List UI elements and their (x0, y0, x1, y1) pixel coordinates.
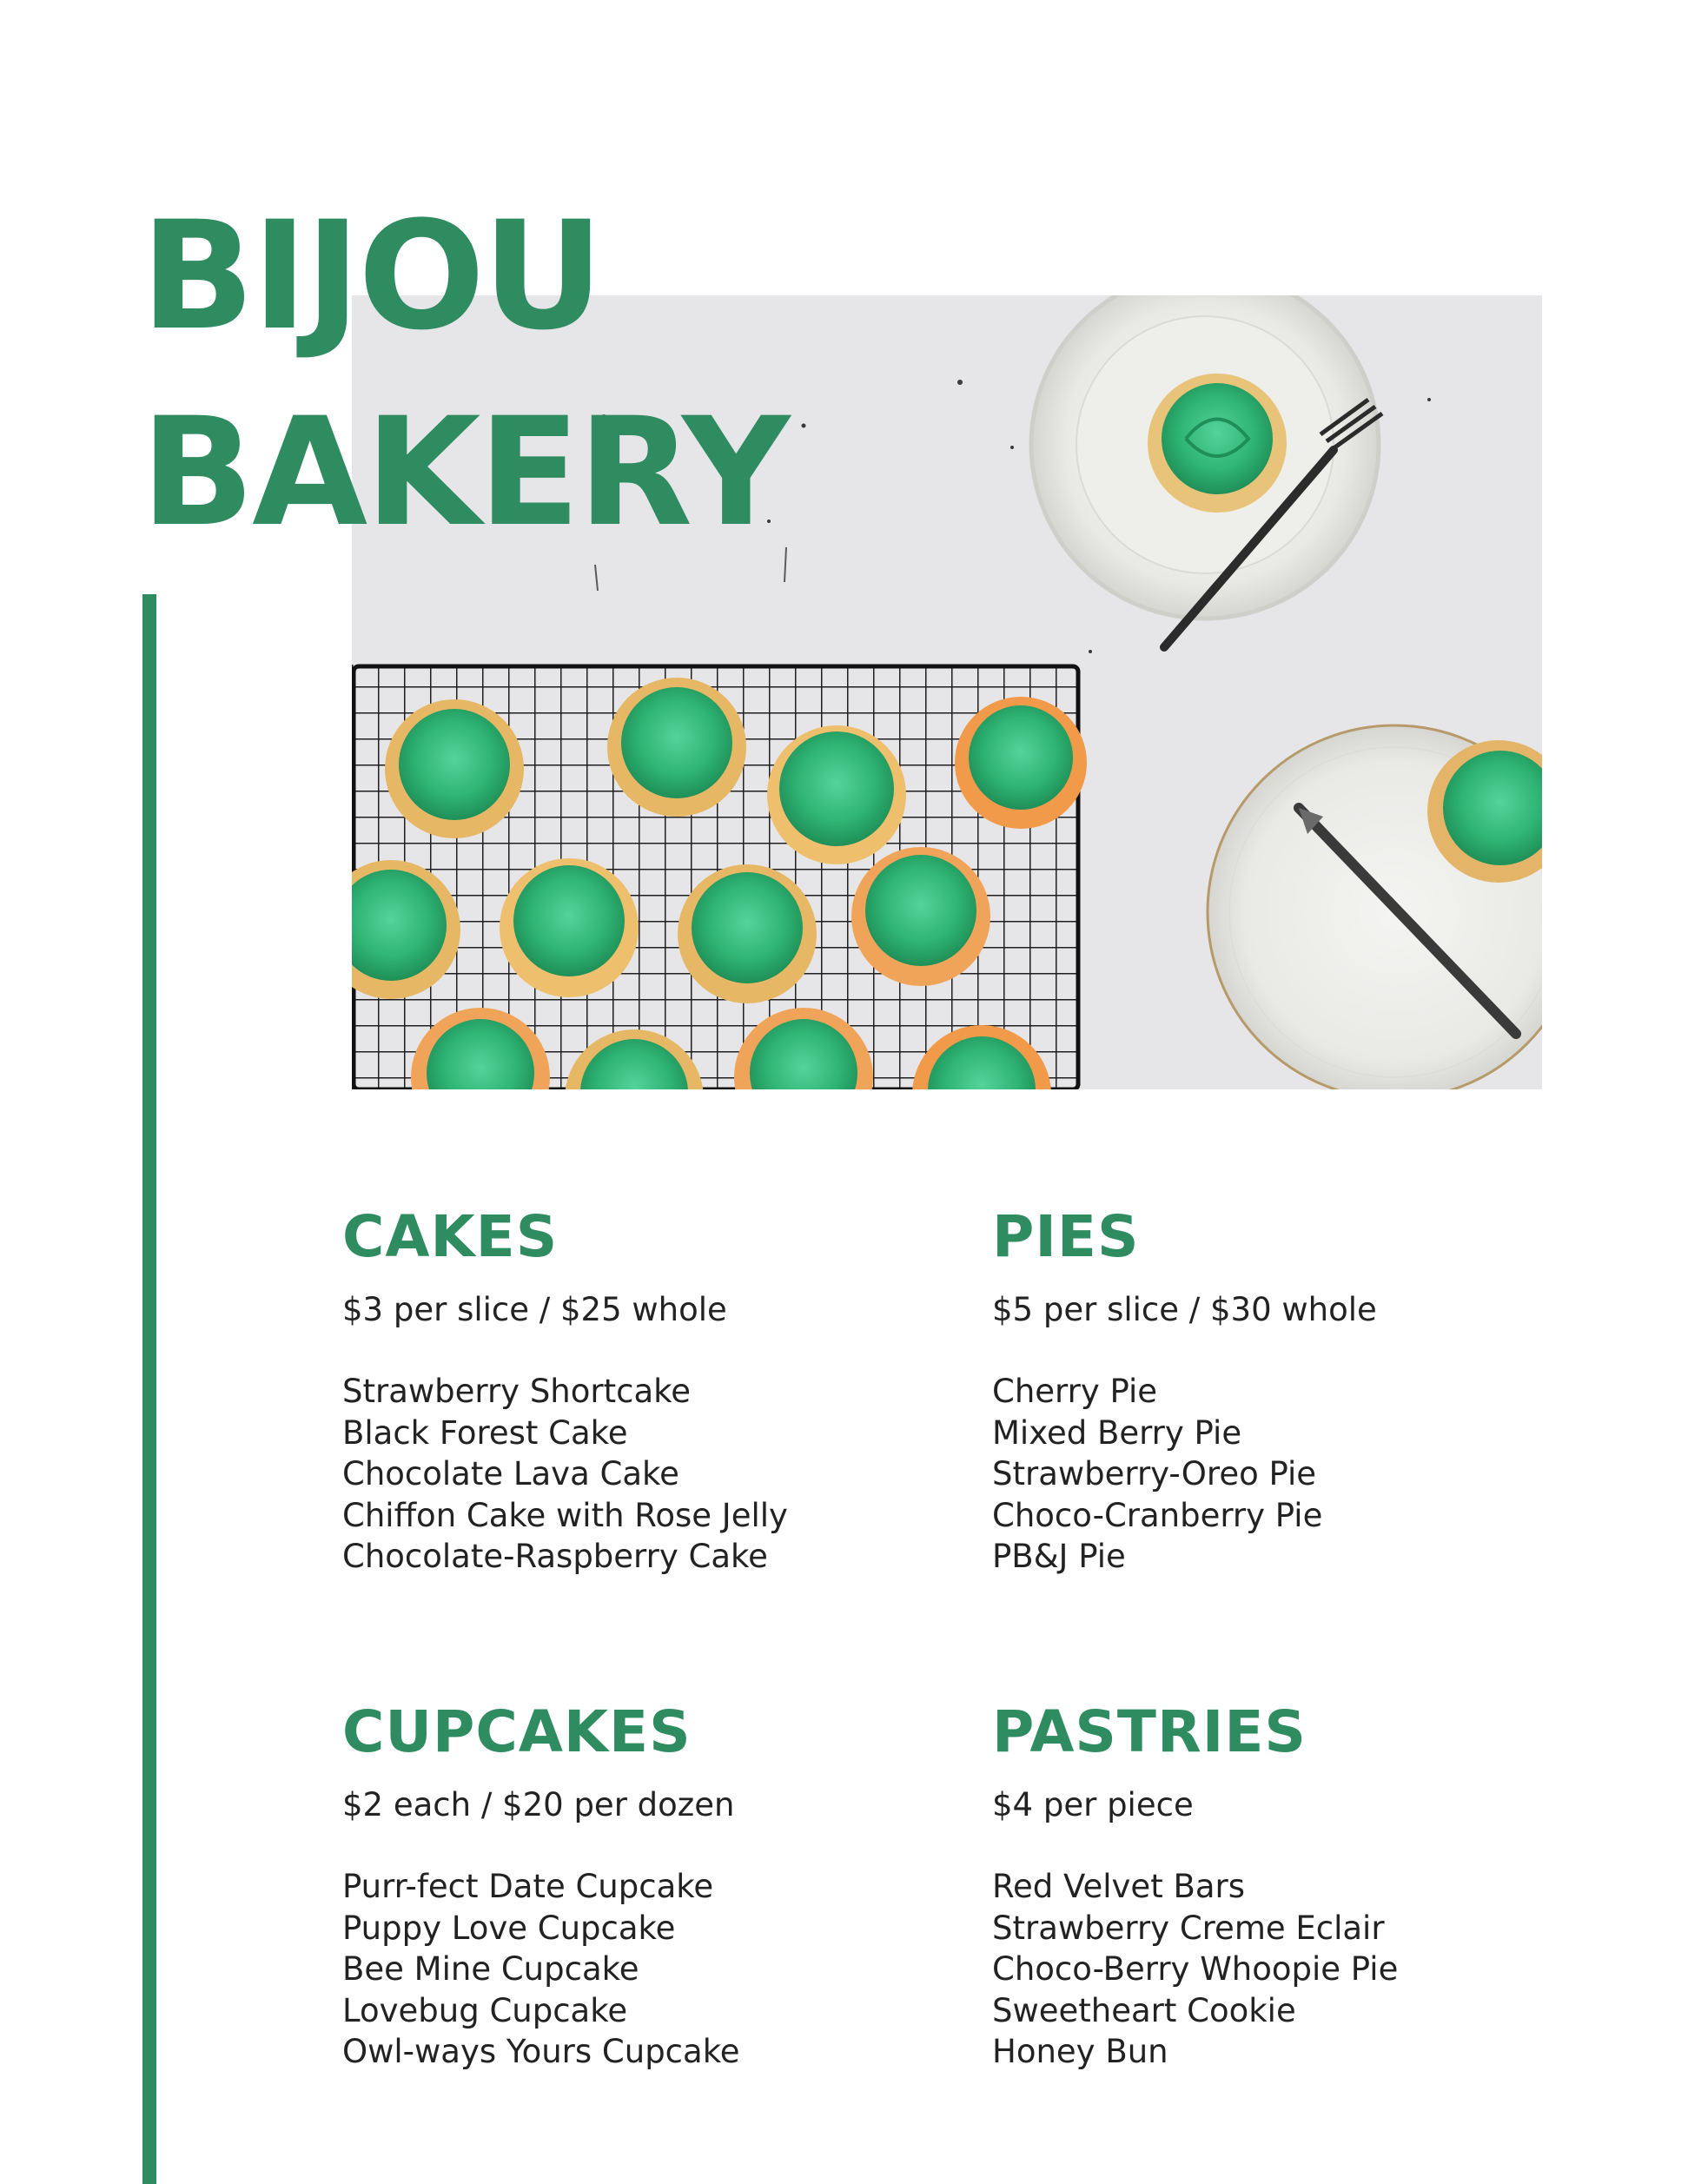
list-item: Sweetheart Cookie (992, 1991, 1296, 2029)
menu-section-cupcakes (342, 1698, 898, 2073)
section-price: $3 per slice / $25 whole (342, 1291, 727, 1328)
list-item: Strawberry Shortcake (342, 1373, 692, 1410)
list-item: Choco-Berry Whoopie Pie (992, 1950, 1399, 1988)
section-heading: CAKES (342, 1203, 559, 1270)
section-price: $2 each / $20 per dozen (342, 1786, 735, 1823)
list-item: Purr-fect Date Cupcake (342, 1868, 714, 1905)
list-item: Strawberry-Oreo Pie (992, 1455, 1317, 1492)
list-item: Chocolate Lava Cake (342, 1455, 679, 1492)
item-list (992, 1371, 1548, 1578)
list-item: Lovebug Cupcake (342, 1991, 628, 2029)
menu-section-pastries (992, 1698, 1548, 2073)
item-list (992, 1866, 1548, 2073)
list-item: Chiffon Cake with Rose Jelly (342, 1496, 788, 1534)
list-item: Black Forest Cake (342, 1413, 628, 1452)
title-line-1: BIJOU (141, 189, 601, 363)
list-item: Choco-Cranberry Pie (992, 1496, 1323, 1534)
list-item: Red Velvet Bars (992, 1868, 1246, 1905)
list-item: Honey Bun (992, 2033, 1168, 2070)
title-line-2: BAKERY (141, 385, 788, 559)
list-item: Chocolate-Raspberry Cake (342, 1538, 768, 1575)
section-heading: PASTRIES (992, 1698, 1307, 1765)
section-heading: PIES (992, 1203, 1140, 1270)
section-price: $5 per slice / $30 whole (992, 1291, 1377, 1328)
item-list (342, 1371, 898, 1578)
list-item: Cherry Pie (992, 1373, 1158, 1410)
section-heading: CUPCAKES (342, 1698, 692, 1765)
list-item: Owl-ways Yours Cupcake (342, 2033, 740, 2070)
list-item: Strawberry Creme Eclair (992, 1909, 1385, 1947)
menu-section-pies (992, 1202, 1548, 1578)
list-item: Mixed Berry Pie (992, 1413, 1242, 1452)
accent-bar (142, 594, 156, 2184)
list-item: Bee Mine Cupcake (342, 1950, 639, 1988)
list-item: Puppy Love Cupcake (342, 1909, 676, 1947)
page-title (141, 178, 788, 571)
section-price: $4 per piece (992, 1786, 1194, 1823)
list-item: PB&J Pie (992, 1538, 1126, 1575)
item-list (342, 1866, 898, 2073)
menu-section-cakes (342, 1202, 898, 1578)
